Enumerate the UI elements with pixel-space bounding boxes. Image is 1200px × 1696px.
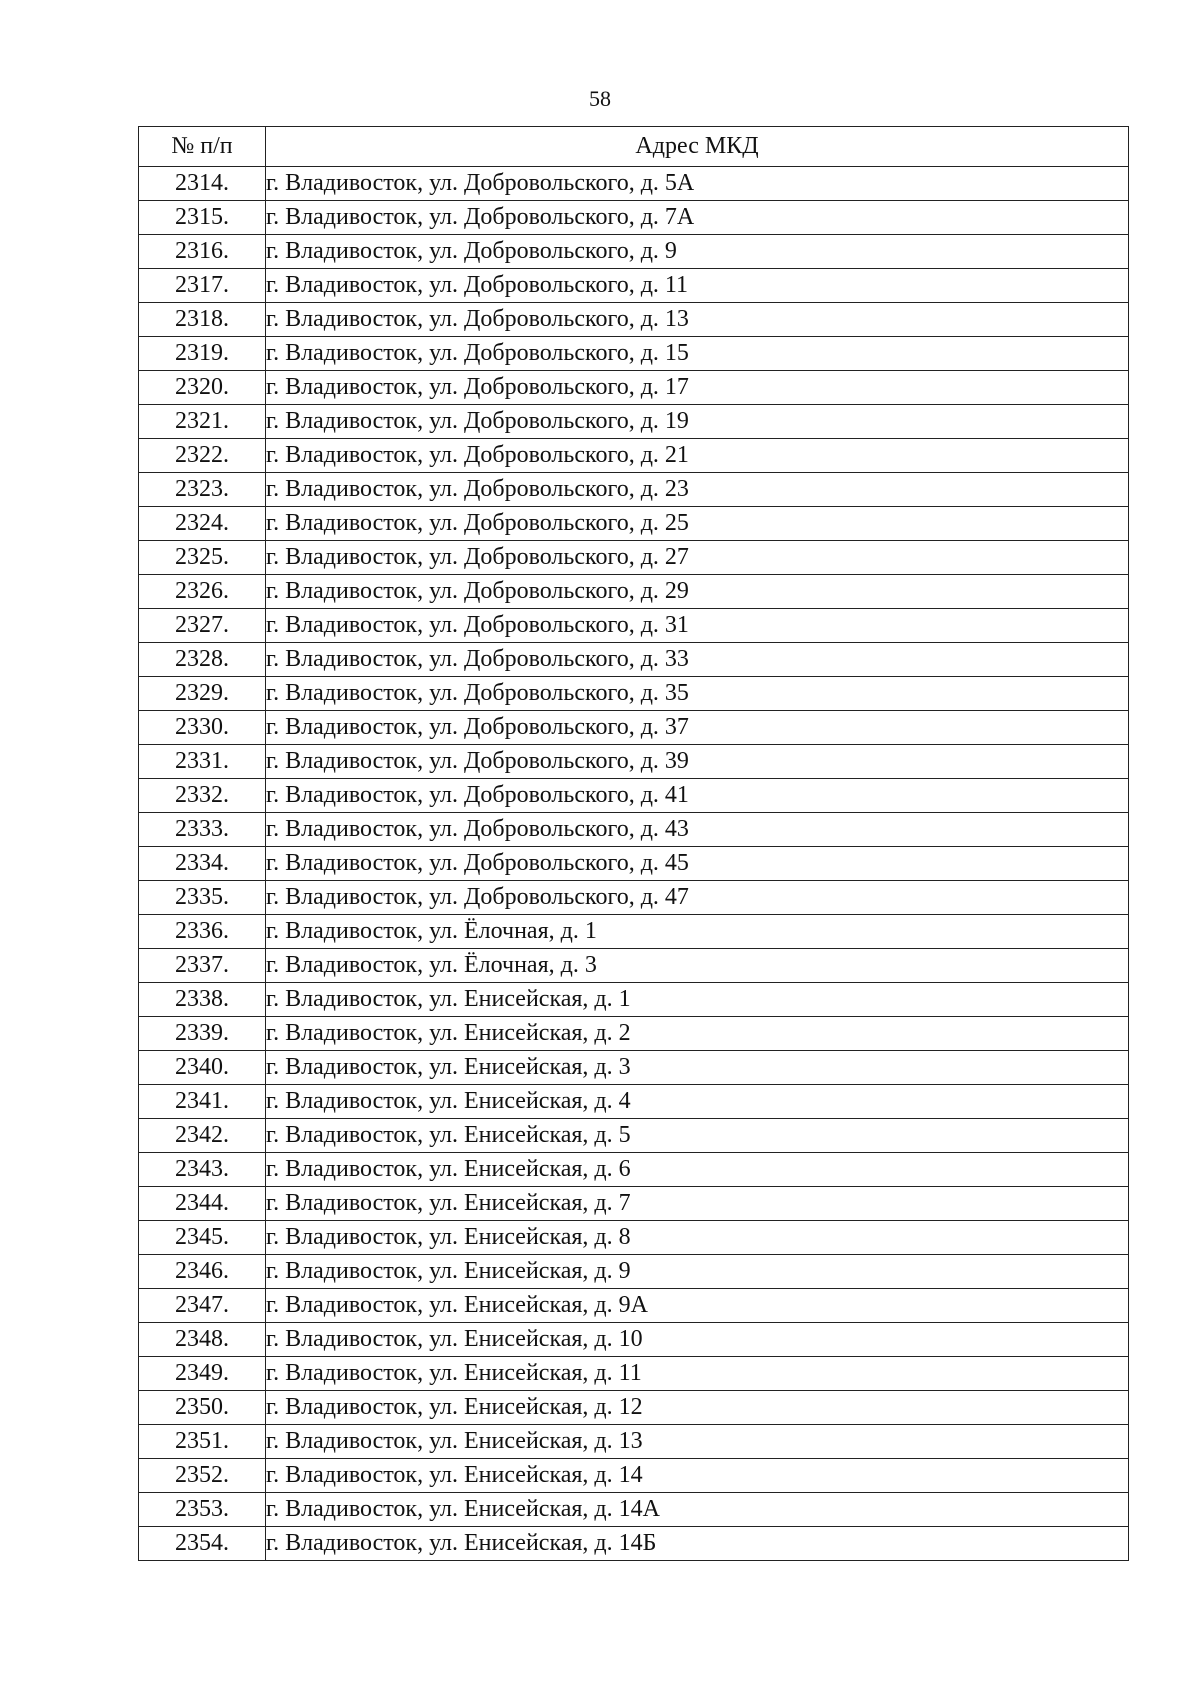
table-row	[139, 643, 1129, 677]
row-number: 2331.	[139, 745, 266, 779]
table-row	[139, 1357, 1129, 1391]
table-row	[139, 1221, 1129, 1255]
row-number: 2329.	[139, 677, 266, 711]
table-row	[139, 1153, 1129, 1187]
row-number: 2320.	[139, 371, 266, 405]
row-address: г. Владивосток, ул. Добровольского, д. 7А	[266, 201, 1129, 235]
row-number: 2333.	[139, 813, 266, 847]
table-row	[139, 473, 1129, 507]
row-address: г. Владивосток, ул. Енисейская, д. 4	[266, 1085, 1129, 1119]
row-number: 2317.	[139, 269, 266, 303]
row-number: 2353.	[139, 1493, 266, 1527]
row-number: 2345.	[139, 1221, 266, 1255]
row-number: 2316.	[139, 235, 266, 269]
table-row	[139, 813, 1129, 847]
row-number: 2335.	[139, 881, 266, 915]
row-address: г. Владивосток, ул. Енисейская, д. 3	[266, 1051, 1129, 1085]
row-number: 2342.	[139, 1119, 266, 1153]
table-row	[139, 405, 1129, 439]
row-address: г. Владивосток, ул. Добровольского, д. 33	[266, 643, 1129, 677]
row-address: г. Владивосток, ул. Енисейская, д. 6	[266, 1153, 1129, 1187]
table-row	[139, 847, 1129, 881]
table-row	[139, 677, 1129, 711]
table-row	[139, 1255, 1129, 1289]
row-number: 2347.	[139, 1289, 266, 1323]
row-address: г. Владивосток, ул. Енисейская, д. 11	[266, 1357, 1129, 1391]
row-address: г. Владивосток, ул. Добровольского, д. 31	[266, 609, 1129, 643]
table-body	[139, 167, 1129, 1561]
column-header-number: № п/п	[139, 127, 266, 167]
row-address: г. Владивосток, ул. Добровольского, д. 45	[266, 847, 1129, 881]
row-number: 2350.	[139, 1391, 266, 1425]
row-address: г. Владивосток, ул. Добровольского, д. 37	[266, 711, 1129, 745]
row-address: г. Владивосток, ул. Добровольского, д. 27	[266, 541, 1129, 575]
table-row	[139, 269, 1129, 303]
table-row	[139, 167, 1129, 201]
row-number: 2338.	[139, 983, 266, 1017]
table-row	[139, 1085, 1129, 1119]
row-address: г. Владивосток, ул. Добровольского, д. 9	[266, 235, 1129, 269]
row-number: 2354.	[139, 1527, 266, 1561]
table-row	[139, 1459, 1129, 1493]
row-number: 2343.	[139, 1153, 266, 1187]
table-row	[139, 609, 1129, 643]
row-number: 2315.	[139, 201, 266, 235]
row-number: 2330.	[139, 711, 266, 745]
table-row	[139, 1425, 1129, 1459]
row-address: г. Владивосток, ул. Ёлочная, д. 1	[266, 915, 1129, 949]
table-row	[139, 1187, 1129, 1221]
row-address: г. Владивосток, ул. Добровольского, д. 23	[266, 473, 1129, 507]
row-number: 2332.	[139, 779, 266, 813]
row-number: 2346.	[139, 1255, 266, 1289]
row-number: 2340.	[139, 1051, 266, 1085]
row-address: г. Владивосток, ул. Ёлочная, д. 3	[266, 949, 1129, 983]
row-address: г. Владивосток, ул. Енисейская, д. 8	[266, 1221, 1129, 1255]
row-number: 2319.	[139, 337, 266, 371]
table-row	[139, 507, 1129, 541]
row-address: г. Владивосток, ул. Енисейская, д. 12	[266, 1391, 1129, 1425]
address-table	[138, 126, 1129, 1561]
row-address: г. Владивосток, ул. Енисейская, д. 14	[266, 1459, 1129, 1493]
table-row	[139, 201, 1129, 235]
row-address: г. Владивосток, ул. Енисейская, д. 10	[266, 1323, 1129, 1357]
row-address: г. Владивосток, ул. Енисейская, д. 9	[266, 1255, 1129, 1289]
row-address: г. Владивосток, ул. Добровольского, д. 21	[266, 439, 1129, 473]
table-row	[139, 541, 1129, 575]
table-row	[139, 1289, 1129, 1323]
row-number: 2327.	[139, 609, 266, 643]
table-row	[139, 1493, 1129, 1527]
row-address: г. Владивосток, ул. Енисейская, д. 14Б	[266, 1527, 1129, 1561]
row-number: 2321.	[139, 405, 266, 439]
row-number: 2324.	[139, 507, 266, 541]
row-address: г. Владивосток, ул. Енисейская, д. 2	[266, 1017, 1129, 1051]
table-row	[139, 303, 1129, 337]
row-number: 2337.	[139, 949, 266, 983]
table-row	[139, 881, 1129, 915]
table-row	[139, 1051, 1129, 1085]
table-header-row	[139, 127, 1129, 167]
table-row	[139, 1527, 1129, 1561]
table-row	[139, 235, 1129, 269]
row-address: г. Владивосток, ул. Енисейская, д. 1	[266, 983, 1129, 1017]
table-row	[139, 337, 1129, 371]
row-number: 2352.	[139, 1459, 266, 1493]
row-number: 2344.	[139, 1187, 266, 1221]
table-row	[139, 1323, 1129, 1357]
table-row	[139, 1119, 1129, 1153]
table-row	[139, 1391, 1129, 1425]
row-address: г. Владивосток, ул. Енисейская, д. 5	[266, 1119, 1129, 1153]
table-row	[139, 949, 1129, 983]
table-row	[139, 439, 1129, 473]
row-address: г. Владивосток, ул. Добровольского, д. 19	[266, 405, 1129, 439]
row-address: г. Владивосток, ул. Добровольского, д. 43	[266, 813, 1129, 847]
row-number: 2326.	[139, 575, 266, 609]
row-address: г. Владивосток, ул. Енисейская, д. 7	[266, 1187, 1129, 1221]
page-number: 58	[589, 86, 611, 111]
row-address: г. Владивосток, ул. Добровольского, д. 47	[266, 881, 1129, 915]
row-number: 2336.	[139, 915, 266, 949]
row-address: г. Владивосток, ул. Добровольского, д. 25	[266, 507, 1129, 541]
table-row	[139, 711, 1129, 745]
row-address: г. Владивосток, ул. Енисейская, д. 14А	[266, 1493, 1129, 1527]
table-row	[139, 575, 1129, 609]
row-address: г. Владивосток, ул. Енисейская, д. 13	[266, 1425, 1129, 1459]
table-row	[139, 371, 1129, 405]
row-number: 2318.	[139, 303, 266, 337]
column-header-address: Адрес МКД	[266, 127, 1129, 167]
row-number: 2339.	[139, 1017, 266, 1051]
table-row	[139, 915, 1129, 949]
row-number: 2334.	[139, 847, 266, 881]
row-address: г. Владивосток, ул. Добровольского, д. 39	[266, 745, 1129, 779]
row-address: г. Владивосток, ул. Добровольского, д. 15	[266, 337, 1129, 371]
row-address: г. Владивосток, ул. Добровольского, д. 13	[266, 303, 1129, 337]
row-address: г. Владивосток, ул. Добровольского, д. 41	[266, 779, 1129, 813]
table-row	[139, 779, 1129, 813]
row-number: 2328.	[139, 643, 266, 677]
row-address: г. Владивосток, ул. Добровольского, д. 29	[266, 575, 1129, 609]
row-number: 2322.	[139, 439, 266, 473]
row-address: г. Владивосток, ул. Добровольского, д. 11	[266, 269, 1129, 303]
row-address: г. Владивосток, ул. Добровольского, д. 35	[266, 677, 1129, 711]
row-number: 2314.	[139, 167, 266, 201]
row-number: 2351.	[139, 1425, 266, 1459]
row-number: 2349.	[139, 1357, 266, 1391]
row-number: 2348.	[139, 1323, 266, 1357]
table-row	[139, 1017, 1129, 1051]
row-number: 2323.	[139, 473, 266, 507]
row-address: г. Владивосток, ул. Енисейская, д. 9А	[266, 1289, 1129, 1323]
row-number: 2325.	[139, 541, 266, 575]
row-address: г. Владивосток, ул. Добровольского, д. 5А	[266, 167, 1129, 201]
row-number: 2341.	[139, 1085, 266, 1119]
table-row	[139, 983, 1129, 1017]
table-row	[139, 745, 1129, 779]
row-address: г. Владивосток, ул. Добровольского, д. 17	[266, 371, 1129, 405]
